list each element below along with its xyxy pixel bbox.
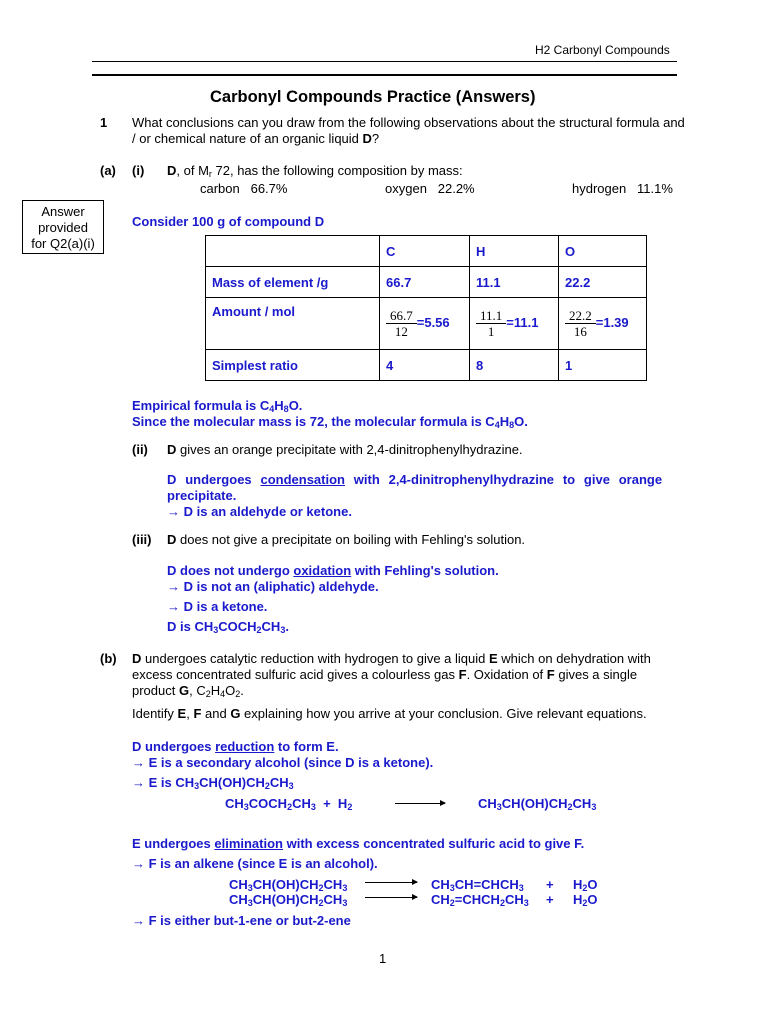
table-cell-fraction: $\frac{66.7}{12}$ =5.56 bbox=[380, 298, 470, 350]
composition-oxygen: oxygen 22.2% bbox=[385, 181, 475, 196]
sub-iii-answer: D does not undergo oxidation with Fehling's solution. bbox=[167, 563, 499, 578]
row-label-ratio: Simplest ratio bbox=[206, 350, 380, 381]
sub-ii-conclusion: → D is an aldehyde or ketone. bbox=[167, 504, 352, 519]
header-rule bbox=[92, 61, 677, 62]
part-b-question: D undergoes catalytic reduction with hydrogen to give a liquid E which on dehydration with excess concentrated sulfuric acid gives a colourless gas F. Oxidation of F gives a single product G, $C_2H_4O_2$. bbox=[132, 651, 651, 699]
page-title: Carbonyl Compounds Practice (Answers) bbox=[210, 88, 536, 106]
sub-iii-identity: D is $CH_3COCH_2CH_3$. bbox=[167, 619, 289, 635]
reduction-statement: D undergoes reduction to form E. bbox=[132, 739, 339, 754]
part-b-identify: Identify E, F and G explaining how you arrive at your conclusion. Give relevant equations. bbox=[132, 706, 647, 721]
question-number: 1 bbox=[100, 115, 108, 130]
elimination-conclusion: → F is an alkene (since E is an alcohol). bbox=[132, 856, 378, 871]
f-conclusion: → F is either but-1-ene or but-2-ene bbox=[132, 913, 351, 928]
header-rule-thick bbox=[92, 74, 677, 76]
sub-iii-conclusion-1: → D is not an (aliphatic) aldehyde. bbox=[167, 579, 379, 594]
part-a-label: (a) bbox=[100, 163, 116, 178]
part-b-label: (b) bbox=[100, 651, 117, 666]
table-cell: 11.1 bbox=[470, 267, 559, 298]
fraction: $\frac{11.1}{1}$ bbox=[476, 308, 506, 339]
table-header-o: O bbox=[559, 236, 647, 267]
running-header: H2 Carbonyl Compounds bbox=[535, 43, 670, 57]
empirical-formula: Empirical formula is $C_4H_8O$. bbox=[132, 398, 303, 414]
composition-table bbox=[205, 235, 647, 381]
sub-i-label: (i) bbox=[132, 163, 145, 178]
table-header-h: H bbox=[470, 236, 559, 267]
reaction-arrow-icon bbox=[365, 882, 417, 883]
sub-i-question: D, of $M_r$ 72, has the following composition by mass: bbox=[167, 163, 463, 179]
equation-1-product: $CH_3CH(OH)CH_2CH_3$ bbox=[478, 796, 597, 812]
row-label-mass: Mass of element /g bbox=[206, 267, 380, 298]
sub-ii-question: D gives an orange precipitate with 2,4-dinitrophenylhydrazine. bbox=[167, 442, 523, 457]
reduction-conclusion: → E is a secondary alcohol (since D is a ketone). bbox=[132, 755, 434, 770]
e-identity: → E is $CH_3CH(OH)CH_2CH_3$ bbox=[132, 775, 294, 791]
table-cell-fraction: $\frac{11.1}{1}$ =11.1 bbox=[470, 298, 559, 350]
table-cell: 4 bbox=[380, 350, 470, 381]
equation-2-plus: + bbox=[546, 877, 554, 892]
row-label-amount: Amount / mol bbox=[206, 298, 380, 350]
sub-ii-label: (ii) bbox=[132, 442, 148, 457]
question-text: What conclusions can you draw from the following observations about the structural formula and / or chemical nature of an organic liquid D? bbox=[132, 115, 685, 146]
sub-iii-conclusion-2: → D is a ketone. bbox=[167, 599, 268, 614]
table-cell: 22.2 bbox=[559, 267, 647, 298]
reaction-arrow-icon bbox=[365, 897, 417, 898]
table-cell-fraction: $\frac{22.2}{16}$ =1.39 bbox=[559, 298, 647, 350]
table-cell: 8 bbox=[470, 350, 559, 381]
molecular-formula: Since the molecular mass is 72, the molecular formula is $C_4H_8O$. bbox=[132, 414, 528, 430]
reaction-arrow-icon bbox=[395, 803, 445, 804]
equation-3-reactant: $CH_3CH(OH)CH_2CH_3$ bbox=[229, 892, 348, 908]
page-number: 1 bbox=[379, 951, 387, 966]
equation-2-water: $H_2O$ bbox=[573, 877, 598, 893]
table-cell: 1 bbox=[559, 350, 647, 381]
equation-3-plus: + bbox=[546, 892, 554, 907]
equation-2-product: $CH_3CH=CHCH_3$ bbox=[431, 877, 524, 893]
fraction: $\frac{66.7}{12}$ bbox=[386, 308, 417, 339]
composition-hydrogen: hydrogen 11.1% bbox=[572, 181, 673, 196]
answer-provided-box: Answer provided for Q2(a)(i) bbox=[22, 200, 104, 254]
equation-2-reactant: $CH_3CH(OH)CH_2CH_3$ bbox=[229, 877, 348, 893]
elimination-statement: E undergoes elimination with excess concentrated sulfuric acid to give F. bbox=[132, 836, 585, 851]
equation-3-water: $H_2O$ bbox=[573, 892, 598, 908]
composition-carbon: carbon 66.7% bbox=[200, 181, 288, 196]
fraction: $\frac{22.2}{16}$ bbox=[565, 308, 596, 339]
table-header-c: C bbox=[380, 236, 470, 267]
table-cell: 66.7 bbox=[380, 267, 470, 298]
equation-1-reactants: $CH_3COCH_2CH_3 + H_2$ bbox=[225, 796, 353, 812]
consider-statement: Consider 100 g of compound D bbox=[132, 214, 325, 229]
sub-ii-answer: D undergoes condensation with 2,4-dinitrophenylhydrazine to give orange bbox=[167, 472, 663, 487]
table-corner bbox=[206, 236, 380, 267]
sub-ii-answer-cont: precipitate. bbox=[167, 488, 237, 503]
sub-iii-label: (iii) bbox=[132, 532, 152, 547]
sub-iii-question: D does not give a precipitate on boiling with Fehling's solution. bbox=[167, 532, 526, 547]
equation-3-product: $CH_2=CHCH_2CH_3$ bbox=[431, 892, 529, 908]
